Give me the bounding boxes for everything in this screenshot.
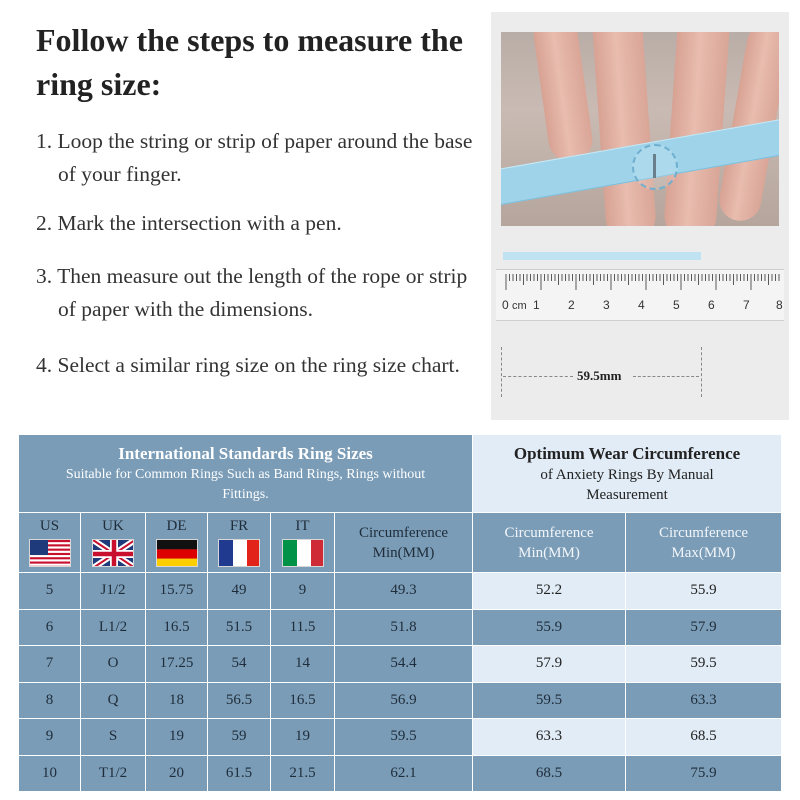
cell-us: 5: [19, 573, 81, 610]
cell-fr: 56.5: [208, 682, 271, 719]
col-uk: [81, 513, 146, 573]
col-optimum-max-line2: Max(MM): [671, 544, 736, 561]
cell-circumference: 59.5: [335, 719, 473, 756]
table-row: [19, 755, 782, 792]
page-title: Follow the steps to measure the ring size:: [36, 22, 463, 102]
col-de: [146, 513, 208, 573]
ruler-ticks: [496, 270, 784, 298]
cell-de: 17.25: [146, 646, 208, 683]
step-4: 4. Select a similar ring size on the ring size chart.: [36, 353, 460, 377]
ring-size-table: [18, 434, 782, 792]
standard-sizes-header: [19, 435, 473, 513]
cell-de: 20: [146, 755, 208, 792]
measured-strip: [503, 252, 701, 260]
cell-it: 11.5: [271, 609, 335, 646]
cell-us: 9: [19, 719, 81, 756]
cell-optimum-min: 68.5: [473, 755, 626, 792]
col-optimum-max-line1: Circumference: [658, 524, 749, 541]
col-optimum-min-line1: Circumference: [504, 524, 594, 541]
measure-dash-right: [633, 376, 699, 377]
cell-optimum-max: 63.3: [626, 682, 782, 719]
cell-circumference: 51.8: [335, 609, 473, 646]
col-uk-label: UK: [102, 518, 124, 534]
cell-it: 14: [271, 646, 335, 683]
cell-circumference: 62.1: [335, 755, 473, 792]
cell-optimum-max: 75.9: [626, 755, 782, 792]
step-3: 3. Then measure out the length of the rope or strip of paper with the dimensions.: [36, 264, 468, 321]
cell-circumference: 54.4: [335, 646, 473, 683]
cell-optimum-max: 68.5: [626, 719, 782, 756]
cell-fr: 51.5: [208, 609, 271, 646]
cell-optimum-max: 59.5: [626, 646, 782, 683]
cell-it: 19: [271, 719, 335, 756]
cell-de: 18: [146, 682, 208, 719]
cell-optimum-min: 52.2: [473, 573, 626, 610]
table-row: [19, 682, 782, 719]
col-it-label: IT: [295, 518, 310, 534]
table-row: [19, 609, 782, 646]
cell-uk: O: [81, 646, 146, 683]
cell-it: 9: [271, 573, 335, 610]
cell-optimum-max: 55.9: [626, 573, 782, 610]
table-row: [19, 719, 782, 756]
cell-us: 7: [19, 646, 81, 683]
cell-uk: S: [81, 719, 146, 756]
col-optimum-min: [473, 513, 626, 573]
de-flag-icon: [156, 539, 198, 567]
col-circumference-min: [335, 513, 473, 573]
it-flag-icon: [282, 539, 324, 567]
cell-it: 16.5: [271, 682, 335, 719]
step-1: 1. Loop the string or strip of paper around the base of your finger.: [36, 129, 473, 186]
step-2: 2. Mark the intersection with a pen.: [36, 211, 342, 235]
measure-guide-right: [701, 347, 702, 397]
col-fr-label: FR: [229, 518, 249, 534]
cell-uk: T1/2: [81, 755, 146, 792]
fr-flag-icon: [218, 539, 260, 567]
col-us-label: US: [39, 518, 60, 534]
cell-circumference: 49.3: [335, 573, 473, 610]
optimum-wear-header: [473, 435, 782, 513]
cell-us: 6: [19, 609, 81, 646]
ruler-label-2: 2: [568, 298, 575, 312]
cell-de: 15.75: [146, 573, 208, 610]
col-circumference-min-line2: Min(MM): [372, 544, 435, 561]
cell-uk: L1/2: [81, 609, 146, 646]
cell-de: 16.5: [146, 609, 208, 646]
cell-circumference: 56.9: [335, 682, 473, 719]
col-circumference-min-line1: Circumference: [358, 524, 449, 541]
optimum-wear-subtitle: of Anxiety Rings By Manual Measurement: [540, 466, 714, 503]
ruler-label-8: 8: [776, 298, 783, 312]
cell-fr: 54: [208, 646, 271, 683]
col-optimum-min-line2: Min(MM): [518, 544, 580, 561]
table-row: [19, 646, 782, 683]
standard-sizes-subtitle: Suitable for Common Rings Such as Band Rings, Rings without Fittings.: [65, 466, 426, 502]
cell-uk: Q: [81, 682, 146, 719]
cell-fr: 61.5: [208, 755, 271, 792]
ruler-label-5: 5: [673, 298, 680, 312]
measure-guide-left: [501, 347, 502, 397]
cell-optimum-min: 63.3: [473, 719, 626, 756]
cell-optimum-min: 55.9: [473, 609, 626, 646]
cell-optimum-min: 59.5: [473, 682, 626, 719]
measurement-label: 59.5mm: [577, 368, 622, 383]
ruler-unit: cm: [512, 300, 527, 312]
measurement-illustration: [491, 12, 789, 420]
ruler-label-1: 1: [533, 298, 540, 312]
size-rows: [19, 573, 782, 792]
col-fr: [208, 513, 271, 573]
ruler-label-3: 3: [603, 298, 610, 312]
col-optimum-max: [626, 513, 782, 573]
uk-flag-icon: [92, 539, 134, 567]
cell-us: 10: [19, 755, 81, 792]
col-it: [271, 513, 335, 573]
measure-dash-left: [503, 376, 573, 377]
cell-optimum-max: 57.9: [626, 609, 782, 646]
cell-uk: J1/2: [81, 573, 146, 610]
col-us: [19, 513, 81, 573]
col-de-label: DE: [166, 518, 187, 534]
cell-it: 21.5: [271, 755, 335, 792]
ruler-label-4: 4: [638, 298, 645, 312]
cell-fr: 49: [208, 573, 271, 610]
cell-us: 8: [19, 682, 81, 719]
ring-size-chart: [18, 434, 781, 784]
finger-photo: [501, 32, 779, 226]
ruler-label-0: 0: [502, 298, 509, 312]
cell-fr: 59: [208, 719, 271, 756]
cell-de: 19: [146, 719, 208, 756]
ruler: [496, 269, 784, 321]
us-flag-icon: [29, 539, 71, 567]
optimum-wear-title: Optimum Wear Circumference: [513, 443, 741, 463]
standard-sizes-title: International Standards Ring Sizes: [118, 443, 373, 463]
table-row: [19, 573, 782, 610]
ruler-label-7: 7: [743, 298, 750, 312]
ruler-label-6: 6: [708, 298, 715, 312]
cell-optimum-min: 57.9: [473, 646, 626, 683]
